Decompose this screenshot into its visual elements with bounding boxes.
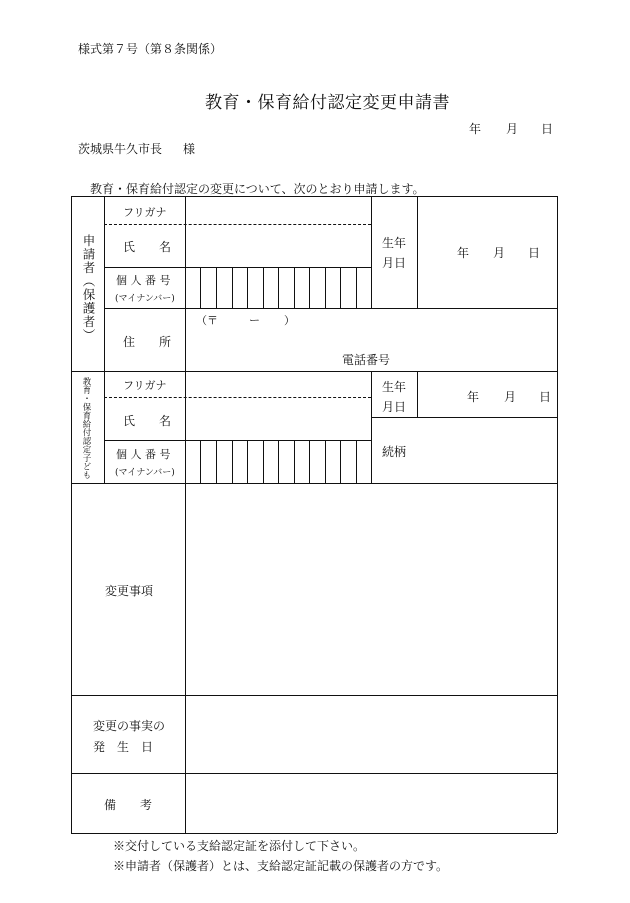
applicant-birth-year-label: 年 <box>457 246 470 260</box>
applicant-birth-label-2: 月日 <box>382 256 407 270</box>
date-year-label: 年 <box>469 122 482 136</box>
form-number: 様式第７号（第８条関係） <box>78 42 223 56</box>
applicant-furigana-label: フリガナ <box>123 206 167 219</box>
child-birth-label-1: 生年 <box>382 380 407 394</box>
occurrence-date-label-1: 変更の事実の <box>93 719 166 733</box>
note-attach-certificate: ※交付している支給認定証を添付して下さい。 <box>113 839 366 853</box>
applicant-personal-no-label: 個 人 番 号 <box>116 274 171 287</box>
honorific: 様 <box>183 142 196 156</box>
intro-text: 教育・保育給付認定の変更について、次のとおり申請します。 <box>90 182 425 196</box>
child-birth-year-label: 年 <box>467 390 480 404</box>
applicant-mynumber-sublabel: (マイナンバー) <box>115 294 175 304</box>
child-mynumber-sublabel: (マイナンバー) <box>115 468 175 478</box>
child-relation-label: 続柄 <box>382 445 407 459</box>
child-section-label: 教育・保育給付認定子ども <box>81 377 91 479</box>
note-applicant-definition: ※申請者（保護者）とは、支給認定証記載の保護者の方です。 <box>113 859 449 873</box>
date-month-label: 月 <box>506 122 519 136</box>
applicant-birth-label-1: 生年 <box>382 236 407 250</box>
application-table <box>71 196 557 833</box>
addressee: 茨城県牛久市長 <box>78 142 163 156</box>
remarks-label: 備 考 <box>104 798 153 812</box>
child-personal-number-input[interactable] <box>186 441 370 482</box>
applicant-furigana-input[interactable] <box>186 198 370 223</box>
date-day-label: 日 <box>541 122 554 136</box>
child-relation-input[interactable] <box>418 418 556 482</box>
occurrence-date-input[interactable] <box>187 697 555 771</box>
postal-dash: ー <box>249 314 260 327</box>
phone-input[interactable] <box>401 349 556 367</box>
child-name-input[interactable] <box>186 399 370 439</box>
applicant-birth-day-label: 日 <box>528 246 541 260</box>
child-furigana-input[interactable] <box>186 372 370 396</box>
child-furigana-label: フリガナ <box>123 379 167 392</box>
occurrence-date-label-2: 発 生 日 <box>93 740 154 754</box>
postal-open: （〒 <box>196 314 218 327</box>
applicant-birth-month-label: 月 <box>493 246 506 260</box>
child-birth-month-label: 月 <box>504 390 517 404</box>
applicant-address-label: 住 所 <box>123 335 172 349</box>
child-birth-day-label: 日 <box>539 390 552 404</box>
applicant-personal-number-input[interactable] <box>186 268 370 307</box>
phone-label: 電話番号 <box>342 353 391 367</box>
postal-code-input[interactable] <box>211 310 283 326</box>
postal-close: ） <box>284 314 295 327</box>
applicant-section-label: 申請者（保護者） <box>81 234 96 342</box>
child-personal-no-label: 個 人 番 号 <box>116 448 171 461</box>
remarks-textarea[interactable] <box>187 775 555 831</box>
change-items-label: 変更事項 <box>105 584 154 598</box>
change-items-textarea[interactable] <box>187 485 555 693</box>
form-title: 教育・保育給付認定変更申請書 <box>205 93 450 113</box>
child-name-label: 氏 名 <box>123 414 172 428</box>
child-birth-label-2: 月日 <box>382 400 407 414</box>
applicant-address-input[interactable] <box>186 330 556 348</box>
applicant-name-input[interactable] <box>186 226 370 266</box>
applicant-name-label: 氏 名 <box>123 240 172 254</box>
